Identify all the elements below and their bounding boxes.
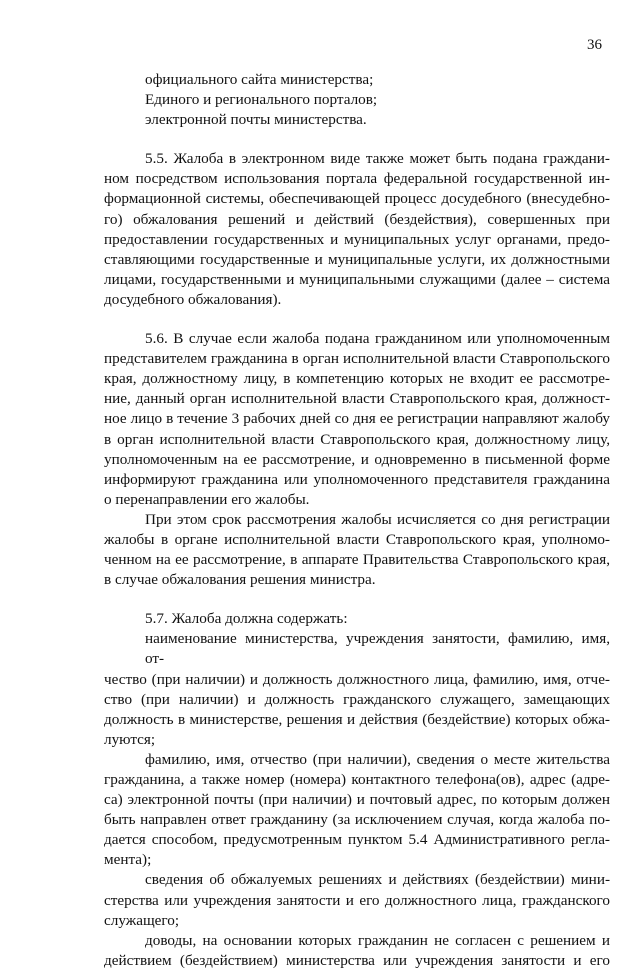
text-line: в случае обжалования решения министра.: [104, 571, 376, 589]
text-line: ном посредством использования портала федеральной государственной ин-: [104, 170, 610, 188]
text-line: 5.7. Жалоба должна содержать:: [145, 610, 348, 628]
text-line: электронной почты министерства.: [145, 111, 367, 129]
text-line: в орган исполнительной власти Ставропольского края, должностному лицу,: [104, 430, 610, 448]
text-line: гражданина, а также номер (номера) контактного телефона(ов), адрес (адре-: [104, 771, 610, 788]
text-line: 5.5. Жалоба в электронном виде также может быть подана граждани-: [145, 150, 610, 168]
text-line: чество (при наличии) и должность должностного лица, фамилию, имя, отче-: [104, 670, 610, 688]
text-line: информируют гражданина или уполномоченного представителя гражданина: [104, 470, 610, 488]
text-line: действием (бездействием) министерства или учреждения занятости и его: [104, 951, 610, 969]
text-line: При этом срок рассмотрения жалобы исчисляется со дня регистрации: [145, 510, 610, 528]
text-line: дается способом, предусмотренным пунктом 5.4 Административного регла-: [104, 831, 610, 849]
text-line: ное лицо в течение 3 рабочих дней со дня ее регистрации направляют жалобу: [104, 410, 610, 428]
text-line: мента);: [104, 851, 152, 869]
text-line: сведения об обжалуемых решениях и действиях (бездействии) мини-: [145, 871, 610, 889]
text-line: официального сайта министерства;: [145, 71, 374, 88]
text-line: фамилию, имя, отчество (при наличии), сведения о месте жительства: [145, 750, 610, 768]
text-line: служащего;: [104, 911, 180, 929]
page-number: 36: [587, 37, 602, 53]
text-line: са) электронной почты (при наличии) и почтовый адрес, по которым должен: [104, 791, 610, 809]
text-line: представителем гражданина в орган исполнительной власти Ставропольского: [104, 350, 610, 368]
text-line: уполномоченным на ее рассмотрение, и одновременно в письменной форме: [104, 450, 610, 468]
text-line: ние, данный орган исполнительной власти Ставропольского края, должност-: [104, 390, 610, 408]
paragraph-gap: [104, 310, 610, 329]
text-line: ство (при наличии) и должность гражданского служащего, замещающих: [104, 690, 610, 708]
text-line: наименование министерства, учреждения занятости, фамилию, имя, от-: [145, 630, 610, 668]
text-line: луются;: [104, 730, 156, 748]
text-line: жалобы в органе исполнительной власти Ставропольского края, уполномо-: [104, 530, 610, 548]
text-line: предоставлении государственных и муниципальных услуг органами, предо-: [104, 230, 610, 248]
text-line: досудебного обжалования).: [104, 290, 282, 308]
text-line: ставляющими государственные и муниципальные услуги, их должностными: [104, 250, 610, 268]
text-line: ченном на ее рассмотрение, в аппарате Правительства Ставропольского края,: [104, 551, 610, 569]
text-line: о перенаправлении его жалобы.: [104, 490, 310, 508]
document-body: [104, 70, 610, 971]
text-line: края, должностному лицу, в компетенцию которых не входит ее рассмотре-: [104, 370, 610, 388]
text-line: стерства или учреждения занятости и его должностного лица, гражданского: [104, 891, 610, 909]
text-line: формационной системы, обеспечивающей процесс досудебного (внесудебно-: [104, 190, 610, 208]
paragraph-gap: [104, 130, 610, 149]
text-line: лицами, государственными и муниципальными служащими (далее – система: [104, 270, 610, 288]
text-line: должность в министерстве, решения и действия (бездействие) которых обжа-: [104, 710, 610, 728]
text-line: доводы, на основании которых гражданин не согласен с решением и: [145, 931, 610, 949]
text-line: быть направлен ответ гражданину (за исключением случая, когда жалоба по-: [104, 811, 610, 829]
text-line: го) обжалования решений и действий (бездействия), совершенных при: [104, 210, 610, 228]
text-line: 5.6. В случае если жалоба подана гражданином или уполномоченным: [145, 330, 610, 348]
text-line: Единого и регионального порталов;: [145, 91, 378, 109]
paragraph-gap: [104, 590, 610, 609]
